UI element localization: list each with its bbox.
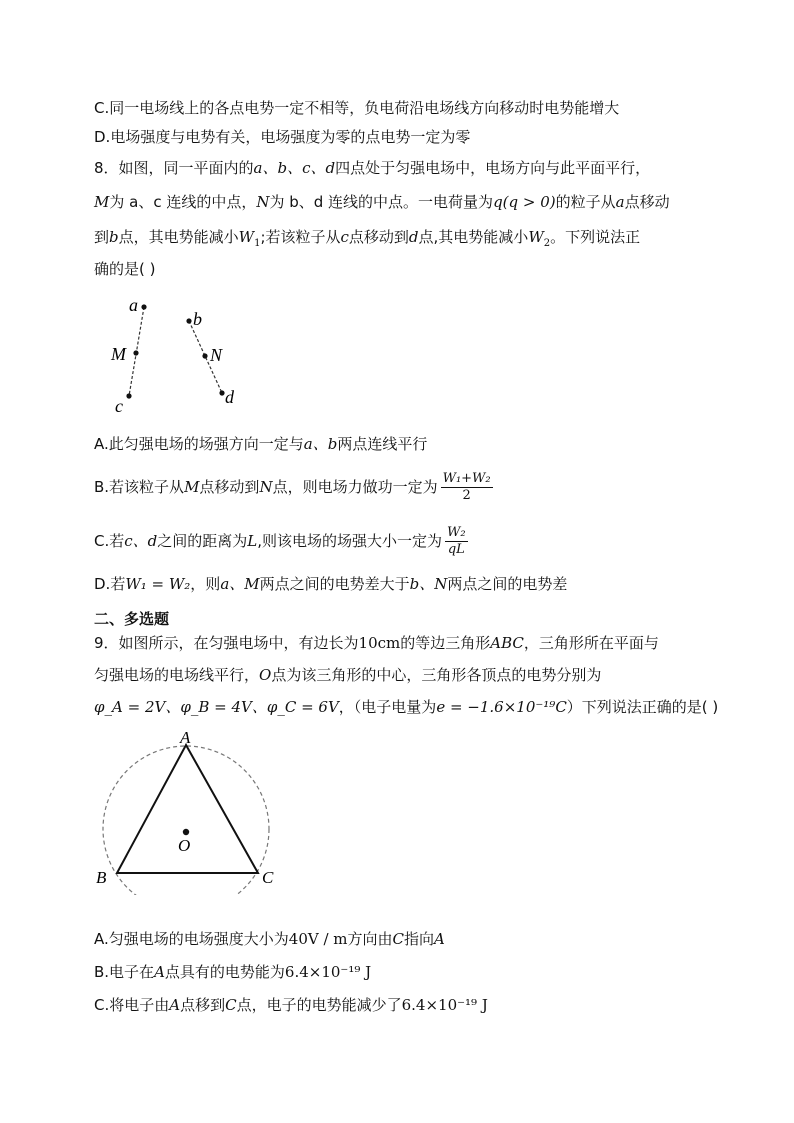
section-heading-multi-choice: 二、多选题 xyxy=(94,610,170,628)
q8-stem-line-2: M为 a、c 连线的中点，N为 b、d 连线的中点。一电荷量为q(q > 0)的粒子从a点移动 xyxy=(94,193,670,211)
label-vertex-a: A xyxy=(180,728,191,747)
fraction-w2-over-ql: $\frac{\text{W₂}}{qL}$ xyxy=(447,525,466,557)
q9-option-c: C.将电子由A点移到C点，电子的电势能减少了6.4×10⁻¹⁹ J xyxy=(94,996,488,1014)
label-center-o: O xyxy=(178,836,191,855)
center-point-o xyxy=(183,829,189,835)
label-d: d xyxy=(225,387,234,407)
point-a xyxy=(141,304,146,309)
q8-figure xyxy=(100,290,260,420)
point-b xyxy=(186,318,191,323)
q8-stem-line-3: 到b点，其电势能减小$W_1$;若该粒子从c点移动到d点,其电势能减小$W_2$。下列说法正 xyxy=(94,228,641,249)
q8-option-a: A.此匀强电场的场强方向一定与a、b两点连线平行 xyxy=(94,435,428,453)
label-a: a xyxy=(129,295,138,315)
q8-stem-line-4: 确的是( ) xyxy=(94,260,156,278)
fraction-w1-plus-w2-over-2: $\frac{\text{W₁+W₂}}{2}$ xyxy=(442,471,491,503)
q9-stem-line-2: 匀强电场的电场线平行，O点为该三角形的中心，三角形各顶点的电势分别为 xyxy=(94,666,602,684)
label-vertex-c: C xyxy=(262,868,274,887)
q8-option-b: B.若该粒子从M点移动到N点，则电场力做功一定为 $\frac{\text{W₁+W₂}}{2}$ xyxy=(94,471,491,503)
q9-option-a: A.匀强电场的电场强度大小为40V / m方向由C指向A xyxy=(94,930,445,948)
q8-option-d: D.若W₁ = W₂，则a、M两点之间的电势差大于b、N两点之间的电势差 xyxy=(94,575,568,593)
q9-stem-line-1: 9．如图所示，在匀强电场中，有边长为10cm的等边三角形ABC，三角形所在平面与 xyxy=(94,634,659,652)
point-m xyxy=(133,350,138,355)
q8-option-c: C.若c、d之间的距离为L,则该电场的场强大小一定为 $\frac{\text{W₂}}{qL}$ xyxy=(94,525,466,557)
point-d xyxy=(219,390,224,395)
label-b: b xyxy=(193,309,202,329)
label-vertex-b: B xyxy=(96,868,107,887)
point-n xyxy=(202,353,207,358)
point-c xyxy=(126,393,131,398)
q7-option-c: C.同一电场线上的各点电势一定不相等，负电荷沿电场线方向移动时电势能增大 xyxy=(94,99,620,117)
q9-figure xyxy=(90,725,290,895)
q8-stem-line-1: 8．如图，同一平面内的a、b、c、d四点处于匀强电场中，电场方向与此平面平行， xyxy=(94,159,651,177)
label-c: c xyxy=(115,396,123,416)
q7-option-d: D.电场强度与电势有关，电场强度为零的点电势一定为零 xyxy=(94,128,471,146)
label-n: N xyxy=(210,345,223,365)
q9-stem-line-3: φ_A = 2V、φ_B = 4V、φ_C = 6V，（电子电量为e = −1.6×10⁻¹⁹C）下列说法正确的是( ) xyxy=(94,698,719,716)
q9-option-b: B.电子在A点具有的电势能为6.4×10⁻¹⁹ J xyxy=(94,963,372,981)
label-m: M xyxy=(111,344,126,364)
